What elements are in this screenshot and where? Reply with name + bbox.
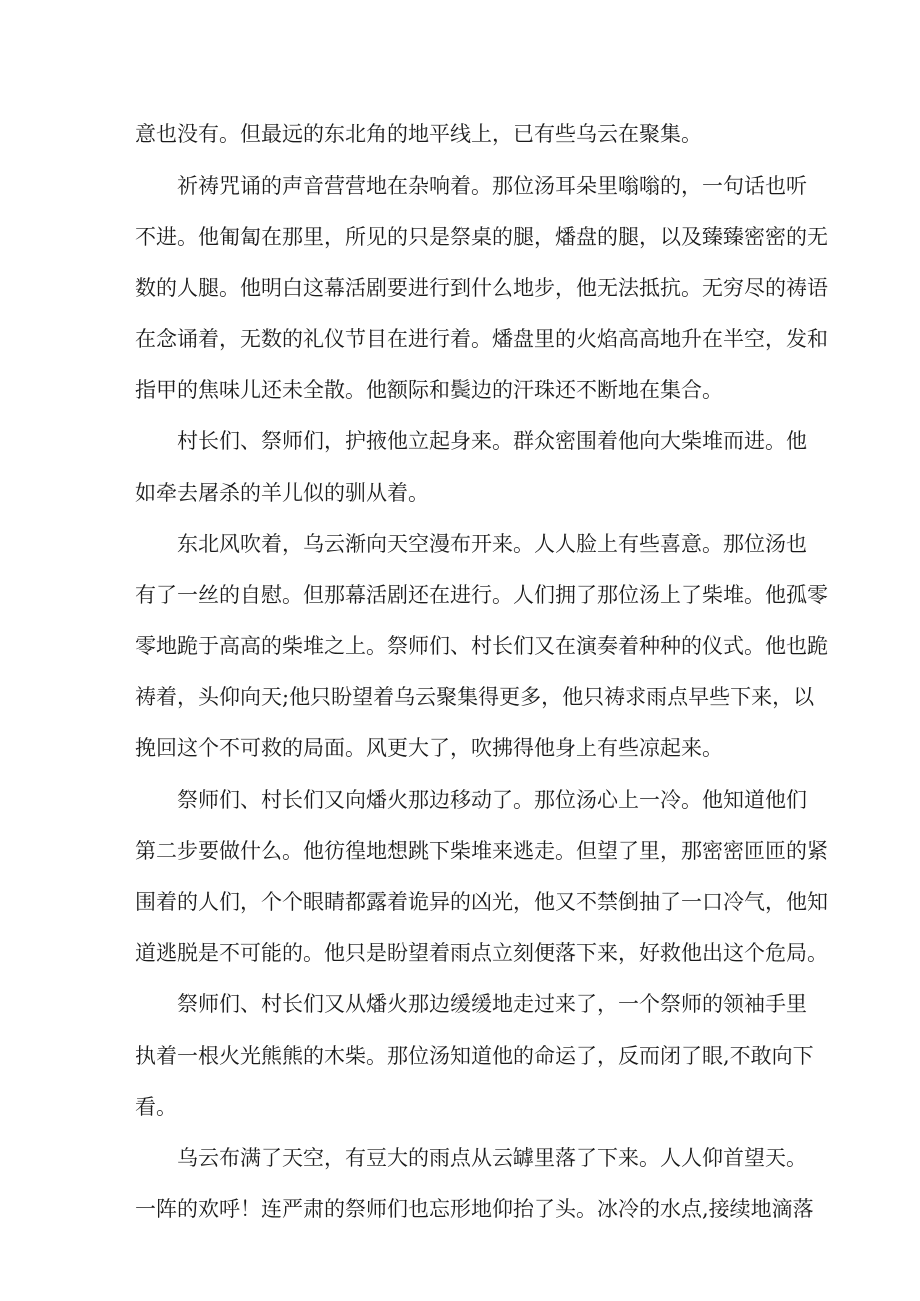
paragraph-start-line: 祈祷咒诵的声音营营地在杂响着。那位汤耳朵里嗡嗡的，一句话也听 <box>177 174 807 198</box>
text-line: 执着一根火光熊熊的木柴。那位汤知道他的命运了，反而闭了眼,不敢向下 <box>135 1044 814 1068</box>
paragraph-start-line: 村长们、祭师们，护掖他立起身来。群众密围着他向大柴堆而进。他 <box>177 429 807 453</box>
text-line: 一阵的欢呼！连严肃的祭师们也忘形地仰抬了头。冰冷的水点,接续地滴落 <box>135 1197 814 1221</box>
text-line: 围着的人们，个个眼睛都露着诡异的凶光，他又不禁倒抽了一口冷气，他知 <box>135 890 828 914</box>
text-line: 零地跪于高高的柴堆之上。祭师们、村长们又在演奏着种种的仪式。他也跪 <box>135 634 828 658</box>
paragraph-start-line: 乌云布满了天空，有豆大的雨点从云罅里落了下来。人人仰首望天。 <box>177 1146 807 1170</box>
paragraph-start-line: 东北风吹着，乌云渐向天空漫布开来。人人脸上有些喜意。那位汤也 <box>177 532 807 556</box>
text-line: 不进。他匍匐在那里，所见的只是祭桌的腿，燔盘的腿，以及臻臻密密的无 <box>135 225 828 249</box>
text-line: 意也没有。但最远的东北角的地平线上，已有些乌云在聚集。 <box>135 122 702 146</box>
text-line: 祷着，头仰向天;他只盼望着乌云聚集得更多，他只祷求雨点早些下来，以 <box>135 685 815 709</box>
text-line: 看。 <box>135 1095 177 1119</box>
text-line: 挽回这个不可救的局面。风更大了，吹拂得他身上有些凉起来。 <box>135 736 723 760</box>
text-line: 有了一丝的自慰。但那幕活剧还在进行。人们拥了那位汤上了柴堆。他孤零 <box>135 583 828 607</box>
paragraph-start-line: 祭师们、村长们又从燔火那边缓缓地走过来了，一个祭师的领袖手里 <box>177 992 807 1016</box>
text-line: 数的人腿。他明白这幕活剧要进行到什么地步，他无法抵抗。无穷尽的祷语 <box>135 276 828 300</box>
text-line: 指甲的焦味儿还未全散。他额际和鬓边的汗珠还不断地在集合。 <box>135 378 723 402</box>
text-line: 第二步要做什么。他彷徨地想跳下柴堆来逃走。但望了里，那密密匝匝的紧 <box>135 839 828 863</box>
text-line: 道逃脱是不可能的。他只是盼望着雨点立刻便落下来，好救他出这个危局。 <box>135 941 828 965</box>
paragraph-start-line: 祭师们、村长们又向燔火那边移动了。那位汤心上一冷。他知道他们 <box>177 788 807 812</box>
text-line: 在念诵着，无数的礼仪节目在进行着。燔盘里的火焰高高地升在半空，发和 <box>135 327 828 351</box>
text-line: 如牵去屠杀的羊儿似的驯从着。 <box>135 481 429 505</box>
